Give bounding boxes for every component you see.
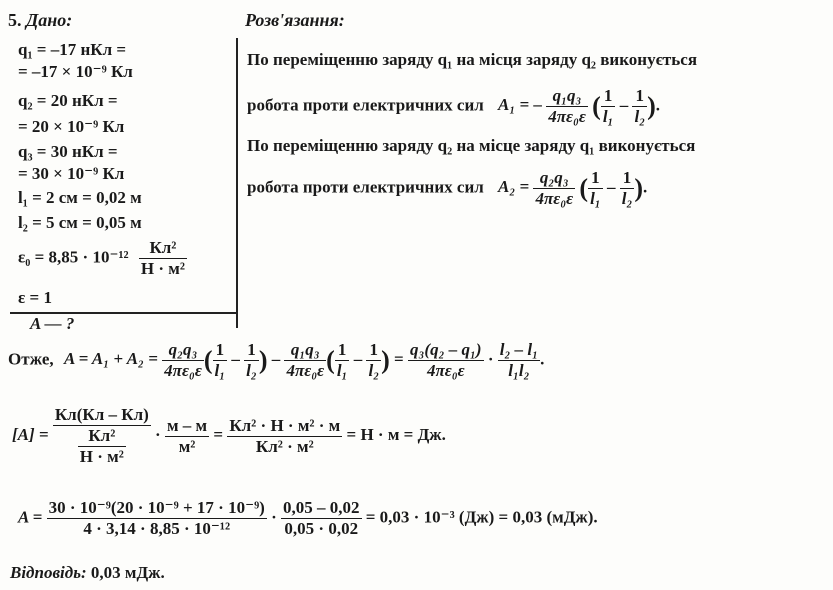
result-den: 4πε₀ε: [426, 361, 465, 380]
p1-fraction: [546, 86, 588, 127]
c-dot: ·: [271, 507, 277, 527]
calc-rhs: = 0,03 · 10⁻³ (Дж) = 0,03 (мДж).: [365, 507, 598, 527]
c1-num: 30 · 10⁻⁹(20 · 10⁻⁹ + 17 · 10⁻⁹): [48, 498, 265, 517]
given-q3-b: = 30 × 10⁻⁹ Кл: [18, 164, 125, 183]
t1-inv1-den: l₁: [214, 361, 226, 380]
t1-num: q₂q₃: [162, 340, 204, 361]
p1-num: q₁q₃: [546, 86, 588, 107]
c1-fraction: [47, 498, 267, 539]
t2-inv1-num: 1: [335, 340, 350, 361]
p2-num: q₂q₃: [533, 168, 575, 189]
p1-inv2-num: 1: [632, 86, 647, 107]
l-den: l₁l₂: [508, 361, 530, 380]
solution-p1-line1: По переміщенню заряду q₁ на місця заряду q₂ виконується: [247, 50, 698, 69]
between-minus: –: [271, 349, 281, 369]
t1-inv1: [213, 340, 228, 381]
given-eps0: [18, 238, 187, 279]
eps0-lhs: ε₀ = 8,85 · 10⁻¹²: [18, 247, 129, 267]
p2-inv1-num: 1: [588, 168, 603, 189]
t2-inv1: [335, 340, 350, 381]
p1-paren-close: ): [647, 91, 656, 121]
u1-den-fraction: [78, 426, 126, 467]
problem-number: [8, 10, 72, 31]
given-l2: l₂ = 5 см = 0,05 м: [18, 213, 142, 232]
p2-formula-lhs: A₂ =: [498, 177, 530, 197]
p1-inv1: [601, 86, 616, 127]
dot-sign: ·: [487, 349, 494, 369]
l-fraction: [498, 340, 540, 381]
t2-fraction: [284, 340, 326, 381]
u1-num: Кл(Кл – Кл): [54, 405, 149, 424]
eps0-num: Кл²: [139, 238, 187, 259]
eps0-fraction: [139, 238, 187, 279]
t1-fraction: [162, 340, 204, 381]
p2-inv1: [588, 168, 603, 209]
p1-inv1-den: l₁: [602, 107, 614, 126]
p2-inv2: [620, 168, 635, 209]
l-num: l₂ – l₁: [499, 340, 539, 359]
u1-fraction: [53, 405, 151, 467]
p2-paren-open: (: [579, 173, 589, 203]
c2-den: 0,05 · 0,02: [284, 519, 359, 538]
t2-paren-close: ): [381, 345, 390, 375]
t2-inv1-den: l₁: [336, 361, 348, 380]
given-find: A — ?: [30, 314, 75, 333]
derivation-line1: Отже, A = A₁ + A₂ = $\frac{\text{q₂q₃}}{\text{4πε₀ε}}$ ( $\frac{1}{\text{l₁}}$ – $\frac{1}{\text{l₂}}$ ) – $\frac{\text{q₁q₃}}{\text{4πε₀ε}}$ ( $\frac{1}{\text{l₁}}$ – $\frac{1}{\text{l₂}}$ ) = $\frac{\text{q₃(q₂ – q₁)}}{\text{4πε₀ε}}$ · $\frac{\text{l₂ – l₁}}{\text{l₁l₂}}$ .: [8, 340, 545, 380]
result-fraction: [408, 340, 484, 381]
t1-inv2-num: 1: [244, 340, 259, 361]
t1-paren-close: ): [258, 345, 268, 375]
given-q2-a: q₂ = 20 нКл =: [18, 91, 118, 110]
equals-sign: =: [394, 349, 404, 369]
u2-den: м²: [178, 436, 196, 456]
c2-num: 0,05 – 0,02: [283, 498, 360, 517]
t1-paren-open: (: [203, 345, 213, 375]
u-dot1: ·: [155, 424, 161, 444]
p1-formula-lhs: A₁ = –: [498, 95, 542, 115]
p1-inv2: [632, 86, 647, 127]
given-q1-b: = –17 × 10⁻⁹ Кл: [18, 62, 133, 81]
answer-line: [10, 563, 165, 583]
u-eq: =: [213, 424, 224, 444]
calc-line: [18, 498, 598, 539]
solution-p1-line2: робота проти електричних сил A₁ = – $\frac{\text{q₁q₃}}{\text{4πε₀ε}}$ ( $\frac{1}{\text{l₁}}$ – $\frac{1}{\text{l₂}}$ ).: [247, 86, 661, 126]
p1-text: робота проти електричних сил: [247, 95, 484, 115]
u2-fraction: [165, 416, 209, 457]
eps0-den: Н · м²: [140, 259, 185, 278]
units-lhs: [A] =: [12, 424, 49, 444]
p1-paren-open: (: [592, 91, 601, 121]
u3-den: Кл² · м²: [255, 436, 314, 456]
t1-den: 4πε₀ε: [164, 361, 202, 380]
problem-number-text: 5.: [8, 10, 22, 30]
t1-inv2: [244, 340, 259, 381]
solution-title: Розв'язання:: [245, 10, 345, 30]
solution-p2-line1: По переміщенню заряду q₂ на місце заряду q₁ виконується: [247, 136, 696, 155]
t2-minus: –: [353, 349, 363, 369]
given-eps: ε = 1: [18, 288, 52, 307]
hence-label: Отже,: [8, 349, 54, 369]
result-num: q₃(q₂ – q₁): [409, 340, 482, 359]
given-q1-a: q₁ = –17 нКл =: [18, 40, 127, 59]
p2-text: робота проти електричних сил: [247, 177, 484, 197]
units-rhs: = Н · м = Дж.: [346, 424, 446, 444]
given-q3-a: q₃ = 30 нКл =: [18, 142, 118, 161]
p2-inv2-den: l₂: [621, 189, 633, 208]
p2-fraction: [533, 168, 575, 209]
calc-lhs: A =: [18, 507, 43, 527]
t1-inv1-num: 1: [213, 340, 228, 361]
given-l1: l₁ = 2 см = 0,02 м: [18, 188, 142, 207]
t1-minus: –: [231, 349, 240, 369]
t1-inv2-den: l₂: [246, 361, 257, 380]
p1-minus: –: [619, 95, 629, 115]
given-q2-b: = 20 × 10⁻⁹ Кл: [18, 117, 125, 136]
p1-den: 4πε₀ε: [548, 107, 586, 126]
t2-inv2: [366, 340, 381, 381]
u3-fraction: [227, 416, 342, 457]
t2-inv2-num: 1: [366, 340, 381, 361]
answer-value: 0,03 мДж.: [90, 563, 165, 582]
p2-minus: –: [606, 177, 616, 197]
u1-den: [53, 426, 151, 467]
u3-num: Кл² · Н · м² · м: [229, 415, 341, 435]
t2-paren-open: (: [326, 345, 335, 375]
t2-inv2-den: l₂: [368, 361, 380, 380]
answer-label: Відповідь:: [10, 563, 87, 582]
t2-den: 4πε₀ε: [286, 361, 325, 380]
c1-den: 4 · 3,14 · 8,85 · 10⁻¹²: [83, 519, 231, 538]
u2-num: м – м: [166, 415, 208, 435]
units-line: [12, 405, 446, 467]
line1-lhs: A = A₁ + A₂ =: [63, 349, 158, 369]
p2-den: 4πε₀ε: [535, 189, 574, 208]
u1-den-num: Кл²: [78, 426, 126, 447]
c2-fraction: [281, 498, 362, 539]
t2-num: q₁q₃: [284, 340, 326, 361]
p2-inv2-num: 1: [620, 168, 635, 189]
p2-paren-close: ): [634, 173, 644, 203]
u1-den-den: Н · м²: [79, 447, 124, 466]
given-vertical-divider: [236, 38, 238, 328]
p2-inv1-den: l₁: [590, 189, 601, 208]
p1-inv1-num: 1: [601, 86, 616, 107]
p1-inv2-den: l₂: [634, 107, 646, 126]
given-title: Дано:: [26, 10, 73, 30]
solution-p2-line2: робота проти електричних сил A₂ = $\frac{\text{q₂q₃}}{\text{4πε₀ε}}$ ( $\frac{1}{\text{l₁}}$ – $\frac{1}{\text{l₂}}$ ).: [247, 168, 648, 208]
